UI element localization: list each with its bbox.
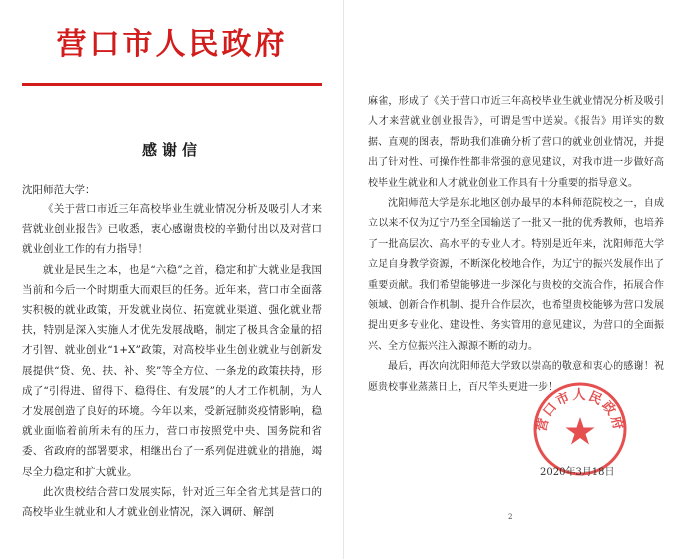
letter-title: 感谢信 [141,141,202,159]
salutation: 沈阳师范大学： [22,184,96,196]
signing-date: 2020年3月18日 [540,467,615,478]
letterhead-red-rule [22,83,322,86]
paragraph: 《关于营口市近三年高校毕业生就业情况分析及吸引人才来营就业创业报告》已收悉，衷心感谢贵校的辛勤付出以及对营口就业创业工作的有力指导！ [22,203,322,256]
paragraph: 最后，再次向沈阳师范大学致以崇高的敬意和衷心的感谢！祝愿贵校事业蒸蒸日上，百尺竿头更进一步！ [368,361,664,393]
page-number: 2 [508,513,513,521]
paragraph: 沈阳师范大学是东北地区创办最早的本科师范院校之一，自成立以来不仅为辽宁乃至全国输送了一批又一批的优秀教师，也培养了一批高层次、高水平的专业人才。特别是近年来，沈阳师范大学立足自身教学资源，不断深化校地合作，为辽宁的振兴发展作出了重要贡献。我们希望能够进一步深化与贵校的交流合作，拓展合作领域、创新合作机制、提升合作层次，也希望贵校能够为营口发展提出更多专业化、建设性、务实管用的意见建议，为营口的全面振兴、全方位振兴注入源源不断的动力。 [368,198,664,352]
letterhead-issuer: 营口市人民政府 [56,27,288,62]
paragraph: 此次贵校结合营口发展实际，针对近三年全省尤其是营口的高校毕业生就业和人才就业创业情况，深入调研、解剖 [22,485,322,519]
paragraph: 就业是民生之本，也是“六稳”之首，稳定和扩大就业是我国当前和今后一个时期重大而艰巨的任务。近年来，营口市全面落实积极的就业政策，开发就业岗位、拓宽就业渠道、强化就业帮扶，特别是深入实施人才优先发展战略，制定了极具含金量的招才引智、就业创业“1+X”政策，对高校毕业生创业就业与创新发展提供“贷、免、扶、补、奖”等全方位、一条龙的政策扶持，形成了“引得进、留得下、稳得住、有发展”的人才工作机制，为人才发展创造了良好的环境。今年以来，受新冠肺炎疫情影响，稳就业面临着前所未有的压力，营口市按照党中央、国务院和省委、省政府的部署要求，相继出台了一系列促进就业的措施，竭尽全力稳定和扩大就业。 [22,263,322,478]
letter-body-left [22,199,322,522]
letter-body-right [368,92,664,398]
seal-text: 营口市人民政府 [534,387,626,434]
official-seal-icon [532,381,628,477]
paragraph: 麻雀，形成了《关于营口市近三年高校毕业生就业情况分析及吸引人才来营就业创业报告》，可谓是雪中送炭。《报告》用详实的数据、直观的图表，帮助我们准确分析了营口的就业创业情况，并提出了针对性、可操作性都非常强的意见建议，对我市进一步做好高校毕业生就业和人才就业创业工作具有十分重要的指导意义。 [368,96,664,189]
